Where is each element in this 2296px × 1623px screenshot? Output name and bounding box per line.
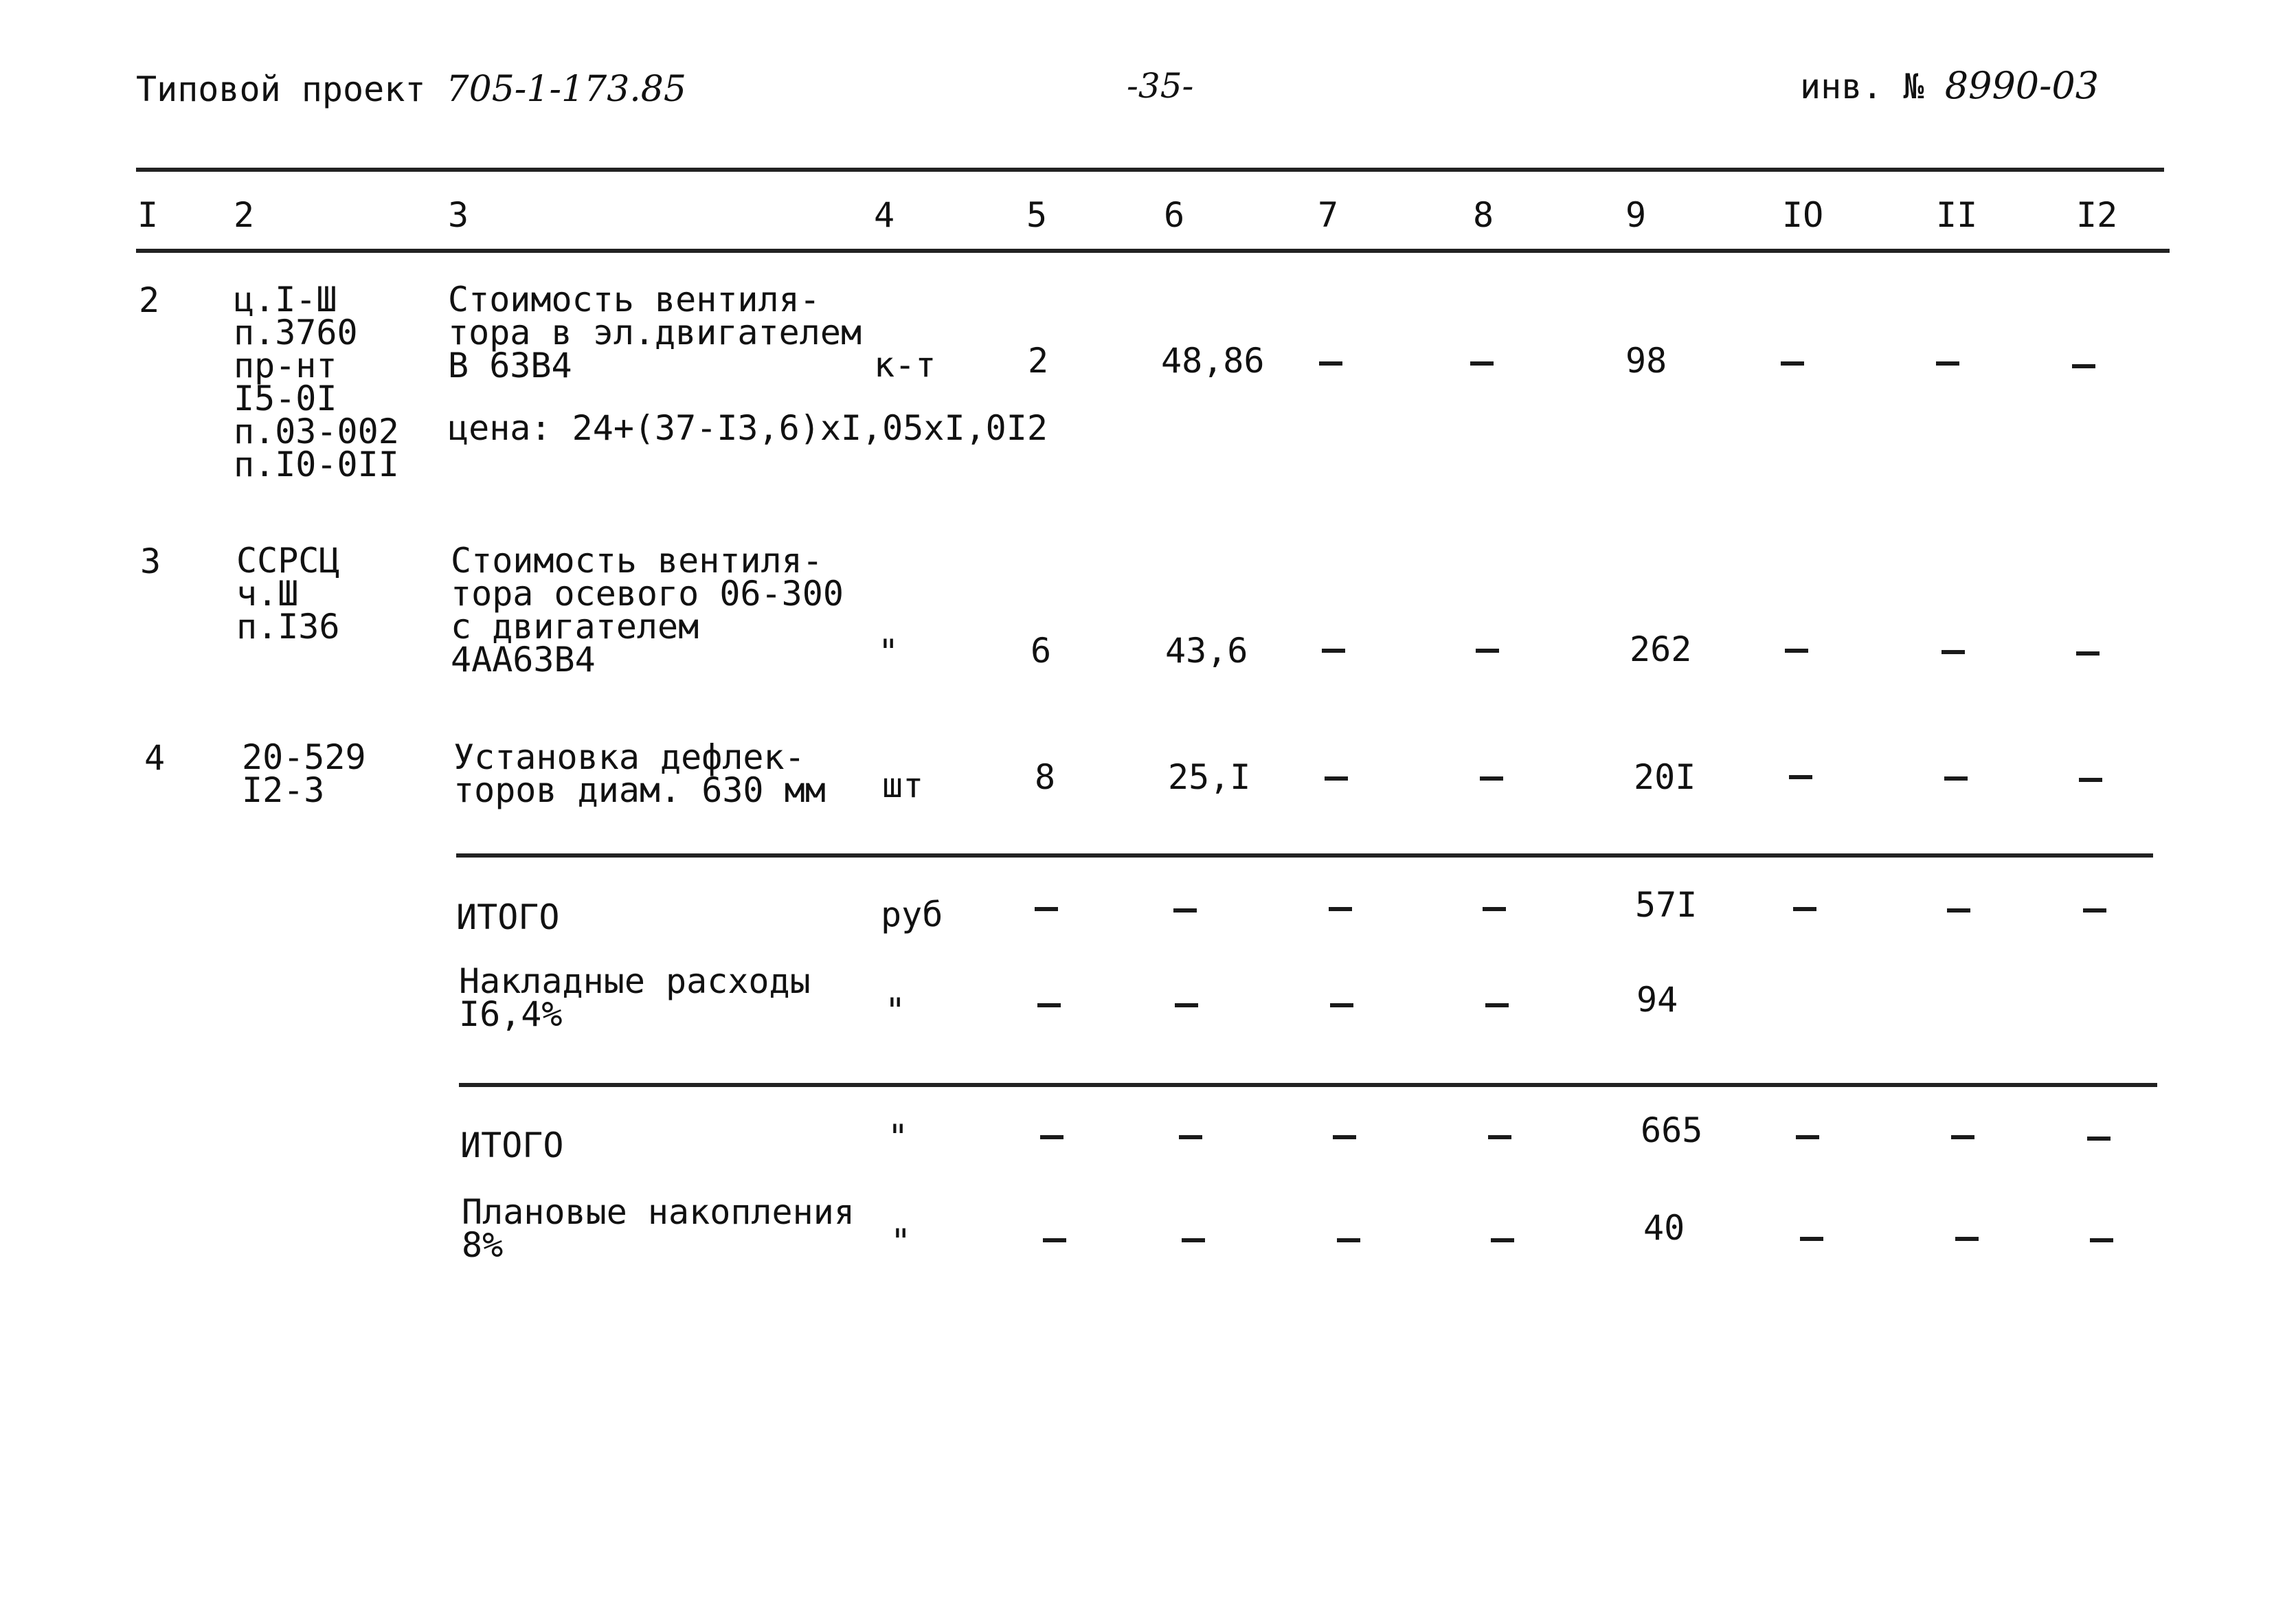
empty-cell-dash xyxy=(2076,651,2100,656)
column-number-7: 7 xyxy=(1318,195,1339,235)
row-price-formula: цена: 24+(37-I3,6)хI,05хI,0I2 xyxy=(448,408,1048,448)
column-number-11: II xyxy=(1936,195,1978,235)
empty-cell-dash xyxy=(2087,1137,2111,1141)
empty-cell-dash xyxy=(1179,1135,1202,1139)
empty-cell-dash xyxy=(1944,776,1968,781)
row-number: 2 xyxy=(139,280,160,320)
empty-cell-dash xyxy=(1337,1238,1360,1242)
row-unit: " xyxy=(878,632,899,672)
summary-column-9: 40 xyxy=(1643,1208,1685,1248)
summary-column-9: 57I xyxy=(1635,885,1698,925)
summary-label: Накладные расходы I6,4% xyxy=(459,961,811,1034)
empty-cell-dash xyxy=(1483,907,1506,911)
empty-cell-dash xyxy=(1040,1135,1063,1139)
row-unit-price: 25,I xyxy=(1168,757,1251,797)
row-reference: 20-529 I2-3 xyxy=(242,737,366,810)
empty-cell-dash xyxy=(2083,908,2106,913)
summary-column-9: 94 xyxy=(1636,980,1678,1020)
empty-cell-dash xyxy=(1470,361,1494,366)
empty-cell-dash xyxy=(1173,908,1197,913)
empty-cell-dash xyxy=(1319,361,1342,366)
empty-cell-dash xyxy=(1476,649,1499,653)
empty-cell-dash xyxy=(1789,775,1812,779)
project-number: 705-1-173.85 xyxy=(446,69,686,110)
empty-cell-dash xyxy=(1800,1237,1823,1241)
row-number: 4 xyxy=(144,738,166,778)
column-number-9: 9 xyxy=(1625,195,1647,235)
empty-cell-dash xyxy=(1781,361,1804,366)
empty-cell-dash xyxy=(1322,649,1345,653)
column-number-6: 6 xyxy=(1164,195,1185,235)
column-number-5: 5 xyxy=(1026,195,1048,235)
column-number-2: 2 xyxy=(234,195,255,235)
row-unit-price: 43,6 xyxy=(1165,631,1248,671)
empty-cell-dash xyxy=(1182,1238,1205,1242)
empty-cell-dash xyxy=(1037,1003,1061,1007)
column-header-rule xyxy=(136,249,2170,253)
empty-cell-dash xyxy=(1955,1237,1979,1241)
total-rule xyxy=(459,1083,2157,1087)
empty-cell-dash xyxy=(2072,364,2095,368)
empty-cell-dash xyxy=(1796,1135,1819,1139)
subtotal-rule xyxy=(456,853,2153,858)
empty-cell-dash xyxy=(2079,778,2102,782)
empty-cell-dash xyxy=(1785,649,1808,653)
page-number: -35- xyxy=(1127,66,1194,106)
column-number-4: 4 xyxy=(874,195,895,235)
empty-cell-dash xyxy=(1936,361,1959,366)
empty-cell-dash xyxy=(1491,1238,1514,1242)
empty-cell-dash xyxy=(1329,907,1352,911)
column-number-12: I2 xyxy=(2076,195,2118,235)
summary-unit: " xyxy=(885,991,906,1031)
empty-cell-dash xyxy=(1043,1238,1066,1242)
empty-cell-dash xyxy=(1485,1003,1509,1007)
summary-unit: " xyxy=(888,1117,909,1157)
row-column-9: 262 xyxy=(1630,629,1692,669)
row-quantity: 2 xyxy=(1028,341,1049,381)
empty-cell-dash xyxy=(1947,908,1970,913)
empty-cell-dash xyxy=(1035,907,1058,911)
empty-cell-dash xyxy=(1942,650,1965,654)
row-number: 3 xyxy=(140,541,161,581)
empty-cell-dash xyxy=(2090,1238,2113,1242)
row-reference: ц.I-Ш п.3760 пр-нт I5-0I п.03-002 п.I0-0II xyxy=(234,280,399,484)
row-unit: к-т xyxy=(874,345,936,385)
empty-cell-dash xyxy=(1330,1003,1353,1007)
column-number-1: I xyxy=(137,195,159,235)
row-description: Установка дефлек- торов диам. 630 мм xyxy=(453,737,826,810)
column-number-10: IO xyxy=(1782,195,1824,235)
row-reference: ССРСЦ ч.Ш п.I36 xyxy=(236,541,340,647)
row-quantity: 6 xyxy=(1031,631,1052,671)
row-description: Стоимость вентиля- тора осевого 06-300 с двигателем 4АА63В4 xyxy=(451,541,844,680)
empty-cell-dash xyxy=(1333,1135,1356,1139)
project-label: Типовой проект xyxy=(136,69,426,109)
summary-unit: руб xyxy=(881,895,943,934)
empty-cell-dash xyxy=(1325,776,1348,781)
column-number-8: 8 xyxy=(1473,195,1494,235)
row-unit-price: 48,86 xyxy=(1161,341,1265,381)
row-column-9: 20I xyxy=(1634,757,1696,797)
row-column-9: 98 xyxy=(1625,341,1667,381)
summary-label: ИТОГО xyxy=(456,897,560,937)
inventory-number: 8990-03 xyxy=(1944,64,2100,107)
empty-cell-dash xyxy=(1951,1135,1974,1139)
inventory-label: инв. № xyxy=(1800,67,1924,107)
empty-cell-dash xyxy=(1488,1135,1511,1139)
column-number-3: 3 xyxy=(448,195,469,235)
summary-label: Плановые накопления 8% xyxy=(462,1192,855,1265)
row-quantity: 8 xyxy=(1035,757,1056,797)
top-rule xyxy=(136,168,2164,172)
empty-cell-dash xyxy=(1793,907,1816,911)
row-description: Стоимость вентиля- тора в эл.двигателем В 63В4 xyxy=(448,280,862,385)
empty-cell-dash xyxy=(1480,776,1503,781)
summary-unit: " xyxy=(890,1222,912,1262)
summary-label: ИТОГО xyxy=(460,1126,564,1165)
summary-column-9: 665 xyxy=(1641,1110,1703,1150)
empty-cell-dash xyxy=(1175,1003,1198,1007)
row-unit: шт xyxy=(882,765,924,805)
